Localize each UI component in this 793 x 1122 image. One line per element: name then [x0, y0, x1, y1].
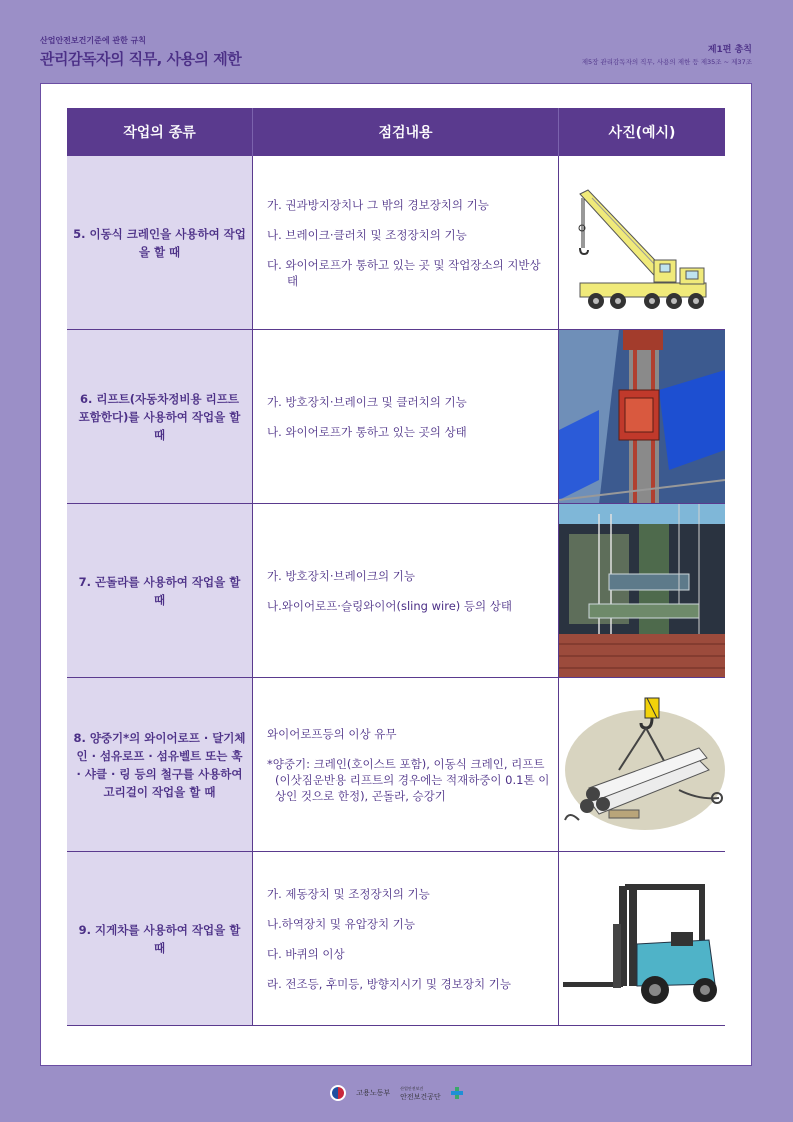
- ministry-name: 고용노동부: [356, 1089, 391, 1097]
- inspection-items: [253, 330, 559, 503]
- agency-block: [400, 1085, 441, 1101]
- inspection-item: 나. 와이어로프가 통하고 있는 곳의 상태: [267, 424, 467, 439]
- inspection-item: 다. 와이어로프가 통하고 있는 곳 및 작업장소의 지반상태: [267, 257, 541, 288]
- inspection-item: 가. 방호장치·브레이크 및 클러치의 기능: [267, 394, 467, 409]
- inspection-item: 라. 전조등, 후미등, 방향지시기 및 경보장치 기능: [267, 976, 511, 991]
- inspection-item: 가. 제동장치 및 조정장치의 기능: [267, 886, 430, 901]
- mobile-crane-photo: [559, 156, 725, 329]
- inspection-items: [253, 852, 559, 1025]
- forklift-photo: [559, 852, 725, 1025]
- inspection-items: [253, 678, 559, 851]
- inspection-item: 나.하역장치 및 유압장치 기능: [267, 916, 415, 931]
- table-row: [67, 156, 725, 330]
- inspection-items: [253, 156, 559, 329]
- inspection-table: [67, 108, 725, 1026]
- table-row: [67, 330, 725, 504]
- header-photo: 사진(예시): [608, 125, 676, 141]
- table-header: [67, 108, 725, 156]
- work-type: 9. 지게차를 사용하여 작업을 할 때: [67, 852, 253, 1025]
- ministry-logo-icon: [330, 1085, 346, 1101]
- footer: [0, 1085, 793, 1101]
- page-title: 관리감독자의 직무, 사용의 제한: [40, 50, 242, 68]
- header-work-type: 작업의 종류: [67, 108, 253, 156]
- agency-name: 안전보건공단: [400, 1093, 441, 1101]
- inspection-item: 다. 바퀴의 이상: [267, 946, 345, 961]
- agency-small: 산업안전보건: [400, 1086, 424, 1091]
- inspection-item: 나. 브레이크·클러치 및 조정장치의 기능: [267, 227, 467, 242]
- agency-cross-icon: [451, 1087, 463, 1099]
- gondola-photo: [559, 504, 725, 677]
- inspection-item: *양중기: 크레인(호이스트 포함), 이동식 크레인, 리프트(이삿짐운반용 리프트의 경우에는 적재하중이 0.1톤 이상인 것으로 한정), 곤돌라, 승강기: [267, 756, 550, 803]
- work-type: 5. 이동식 크레인을 사용하여 작업을 할 때: [67, 156, 253, 329]
- inspection-item: 가. 권과방지장치나 그 밖의 경보장치의 기능: [267, 197, 489, 212]
- pipe-sling-photo: [559, 678, 725, 851]
- inspection-item: 나.와이어로프·슬링와이어(sling wire) 등의 상태: [267, 598, 513, 613]
- table-row: [67, 678, 725, 852]
- work-type: 7. 곤돌라를 사용하여 작업을 할 때: [67, 504, 253, 677]
- inspection-item: 가. 방호장치·브레이크의 기능: [267, 568, 415, 583]
- work-type: 6. 리프트(자동차정비용 리프트 포함한다)를 사용하여 작업을 할 때: [67, 330, 253, 503]
- construction-lift-photo: [559, 330, 725, 503]
- table-row: [67, 504, 725, 678]
- inspection-items: [253, 504, 559, 677]
- header-inspection: 점검내용: [253, 108, 559, 156]
- inspection-item: 와이어로프등의 이상 유무: [267, 726, 397, 741]
- chapter-label: 제5장 관리감독자의 직무, 사용의 제한 등 제35조 ~ 제37조: [581, 58, 752, 66]
- header-subtitle: 산업안전보건기준에 관한 규칙: [40, 36, 147, 45]
- part-label: 제1편 총칙: [707, 45, 752, 55]
- content-panel: [40, 83, 752, 1066]
- work-type: 8. 양중기*의 와이어로프 · 달기체인 · 섬유로프 · 섬유벨트 또는 훅 · 샤클 · 링 등의 철구를 사용하여 고리걸이 작업을 할 때: [67, 678, 253, 851]
- table-row: [67, 852, 725, 1026]
